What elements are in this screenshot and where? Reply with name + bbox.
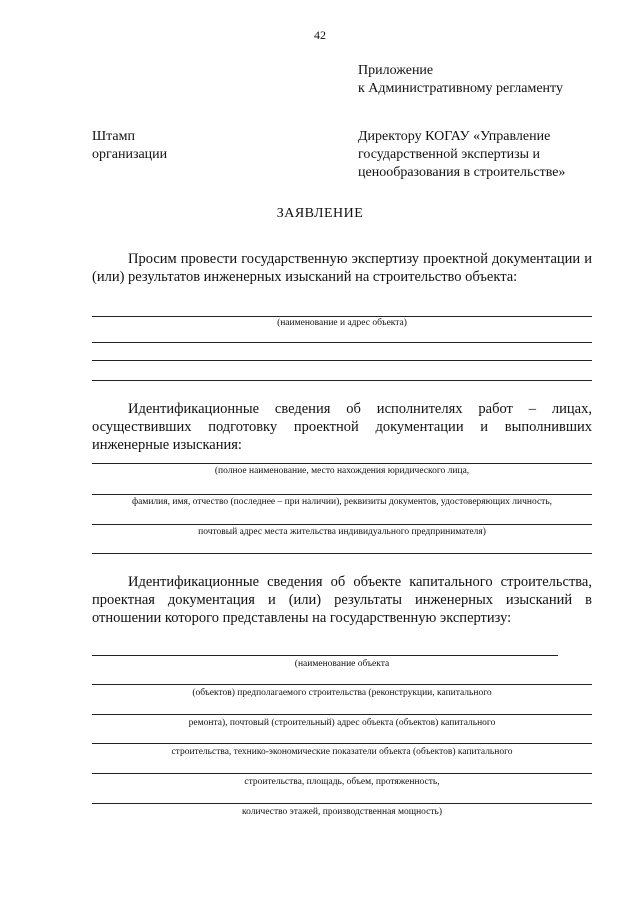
object-name-field-3[interactable]: [92, 360, 592, 361]
executor-caption-2: фамилия, имя, отчество (последнее – при наличии), реквизиты документов, удостоверяющих личность,: [131, 497, 553, 507]
object-name-field-2[interactable]: [92, 342, 592, 343]
object-info-field-5[interactable]: [92, 773, 592, 774]
request-paragraph: [92, 250, 592, 286]
executor-field-1[interactable]: [92, 463, 592, 464]
addressee-line2: государственной экспертизы и: [358, 147, 541, 162]
addressee-line1: Директору КОГАУ «Управление: [358, 129, 551, 144]
organization-stamp: [92, 128, 167, 164]
object-info-field-4[interactable]: [92, 743, 592, 744]
executor-caption-3: почтовый адрес места жительства индивидуального предпринимателя): [198, 527, 486, 537]
addressee-block: [358, 128, 565, 182]
stamp-line2: организации: [92, 147, 168, 162]
executor-field-4[interactable]: [92, 553, 592, 554]
executors-paragraph: [92, 400, 592, 454]
appendix-note: [358, 62, 563, 98]
appendix-line1: Приложение: [358, 63, 434, 78]
executor-field-2[interactable]: [92, 494, 592, 495]
request-text: Просим провести государственную экспертизу проектной документации и (или) результатов инженерных изысканий на строительство объекта:: [92, 251, 592, 285]
object-name-field[interactable]: [92, 316, 592, 317]
addressee-line3: ценообразования в строительстве»: [358, 165, 566, 180]
object-info-paragraph: [92, 573, 592, 627]
object-info-field-6[interactable]: [92, 803, 592, 804]
object-info-caption-5: строительства, площадь, объем, протяженность,: [244, 777, 440, 787]
object-info-field-3[interactable]: [92, 714, 592, 715]
stamp-line1: Штамп: [92, 129, 135, 144]
object-info-caption-6: количество этажей, производственная мощность): [241, 807, 443, 817]
object-info-caption-3: ремонта), почтовый (строительный) адрес объекта (объектов) капитального: [188, 718, 496, 728]
object-name-field-4[interactable]: [92, 380, 592, 381]
object-info-field-2[interactable]: [92, 684, 592, 685]
document-title: ЗАЯВЛЕНИЕ: [276, 206, 364, 221]
appendix-line2: к Административному регламенту: [358, 81, 563, 96]
object-info-caption-2: (объектов) предполагаемого строительства (реконструкции, капитального: [192, 688, 492, 698]
object-info-field-1[interactable]: [92, 655, 558, 656]
object-info-text: Идентификационные сведения об объекте капитального строительства, проектная документация и (или) результаты инженерных изысканий в отношении которого представлены на государственную экспертизу:: [92, 574, 592, 626]
object-info-caption-1: (наименование объекта: [294, 659, 390, 669]
page-number: 42: [314, 28, 326, 42]
executor-caption-1: (полное наименование, место нахождения юридического лица,: [214, 466, 470, 476]
object-name-caption: (наименование и адрес объекта): [277, 318, 407, 328]
object-info-caption-4: строительства, технико-экономические показатели объекта (объектов) капитального: [171, 747, 513, 757]
executor-field-3[interactable]: [92, 524, 592, 525]
executors-text: Идентификационные сведения об исполнителях работ – лицах, осуществивших подготовку проектной документации и выполнивших инженерные изыскания:: [92, 401, 592, 453]
